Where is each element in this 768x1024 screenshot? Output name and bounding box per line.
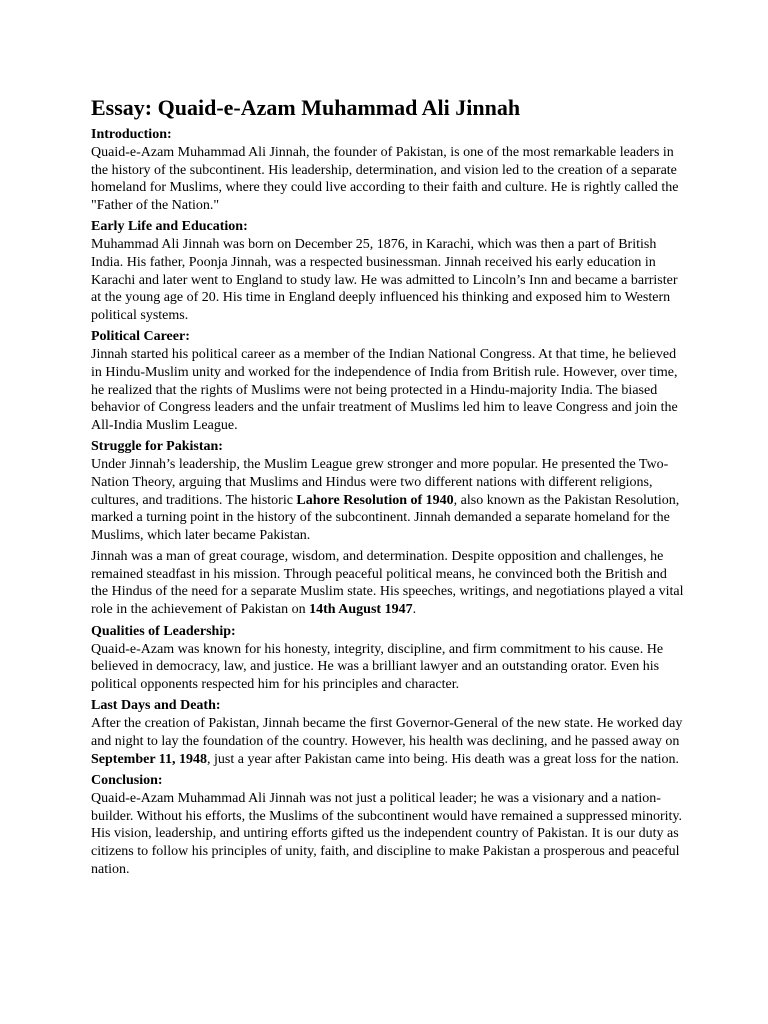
section-paragraph xyxy=(91,346,687,434)
section-paragraph xyxy=(91,715,687,768)
paragraph-text: Muhammad Ali Jinnah was born on December 25, 1876, in Karachi, which was then a part of British India. His father, Poonja Jinnah, was a respected businessman. Jinnah received his early education in Karachi and later went to England to study law. He was admitted to Lincoln’s Inn and became a barrister at the young age of 20. His time in England deeply influenced his thinking and exposed him to Western political systems. xyxy=(91,237,678,323)
essay-section xyxy=(91,697,687,768)
section-heading: Early Life and Education: xyxy=(91,219,248,235)
section-paragraph xyxy=(91,456,687,544)
section-heading: Struggle for Pakistan: xyxy=(91,439,223,455)
paragraph-text: Under Jinnah’s leadership, the Muslim League grew stronger and more popular. He presented the Two-Nation Theory, arguing that Muslims and Hindus were two different nations with different religions, cultures, and traditions. The historic xyxy=(91,457,669,508)
essay-section xyxy=(91,126,687,214)
paragraph-text: , just a year after Pakistan came into being. His death was a great loss for the nation. xyxy=(207,751,679,767)
essay-section xyxy=(91,328,687,434)
section-paragraph xyxy=(91,144,687,214)
bold-text: Lahore Resolution of 1940 xyxy=(296,492,454,508)
essay-section xyxy=(91,218,687,324)
section-heading: Conclusion: xyxy=(91,773,163,789)
paragraph-text: Quaid-e-Azam Muhammad Ali Jinnah was not just a political leader; he was a visionary and a nation-builder. Without his efforts, the Muslims of the subcontinent would have remained a suppressed minority. His vision, leadership, and untiring efforts gifted us the independent country of Pakistan. It is our duty as citizens to follow his principles of unity, faith, and discipline to make Pakistan a prosperous and peaceful nation. xyxy=(91,791,682,877)
section-heading: Qualities of Leadership: xyxy=(91,623,236,639)
paragraph-text: Jinnah started his political career as a member of the Indian National Congress. At that time, he believed in Hindu-Muslim unity and worked for the independence of India from British rule. However, over time, he realized that the rights of Muslims were not being protected in a Hindu-majority India. The biased behavior of Congress leaders and the unfair treatment of Muslims led him to leave Congress and join the All-India Muslim League. xyxy=(91,347,678,433)
essay-section xyxy=(91,438,687,618)
document-page xyxy=(91,94,687,882)
essay-title: Essay: Quaid-e-Azam Muhammad Ali Jinnah xyxy=(91,95,521,120)
bold-text: 14th August 1947 xyxy=(309,602,413,618)
essay-section xyxy=(91,623,687,694)
essay-section xyxy=(91,772,687,878)
paragraph-text: Jinnah was a man of great courage, wisdom, and determination. Despite opposition and challenges, he remained steadfast in his mission. Through peaceful political means, he convinced both the British and the Hindus of the need for a separate Muslim state. His speeches, writings, and negotiations played a vital role in the achievement of Pakistan on xyxy=(91,549,684,618)
paragraph-text: . xyxy=(412,602,417,618)
section-paragraph xyxy=(91,641,687,694)
paragraph-text: Quaid-e-Azam Muhammad Ali Jinnah, the founder of Pakistan, is one of the most remarkable leaders in the history of the subcontinent. His leadership, determination, and vision led to the creation of a separate homeland for Muslims, where they could live according to their faith and culture. He is rightly called the "Father of the Nation." xyxy=(91,145,679,213)
paragraph-text: Quaid-e-Azam was known for his honesty, integrity, discipline, and firm commitment to his cause. He believed in democracy, law, and justice. He was a brilliant lawyer and an outstanding orator. Even his political opponents respected him for his principles and character. xyxy=(91,641,664,692)
section-heading: Last Days and Death: xyxy=(91,698,221,714)
section-paragraph xyxy=(91,236,687,324)
essay-body xyxy=(91,126,687,878)
section-heading: Political Career: xyxy=(91,329,190,345)
paragraph-text: After the creation of Pakistan, Jinnah became the first Governor-General of the new state. He worked day and night to lay the foundation of the country. However, his health was declining, and he passed away on xyxy=(91,716,683,750)
paragraph-text: , also known as the Pakistan Resolution, marked a turning point in the history of the subcontinent. Jinnah demanded a separate homeland for the Muslims, which later became Pakistan. xyxy=(91,492,680,543)
section-paragraph xyxy=(91,790,687,878)
bold-text: September 11, 1948 xyxy=(91,751,208,767)
section-heading: Introduction: xyxy=(91,127,172,142)
section-paragraph xyxy=(91,548,687,618)
